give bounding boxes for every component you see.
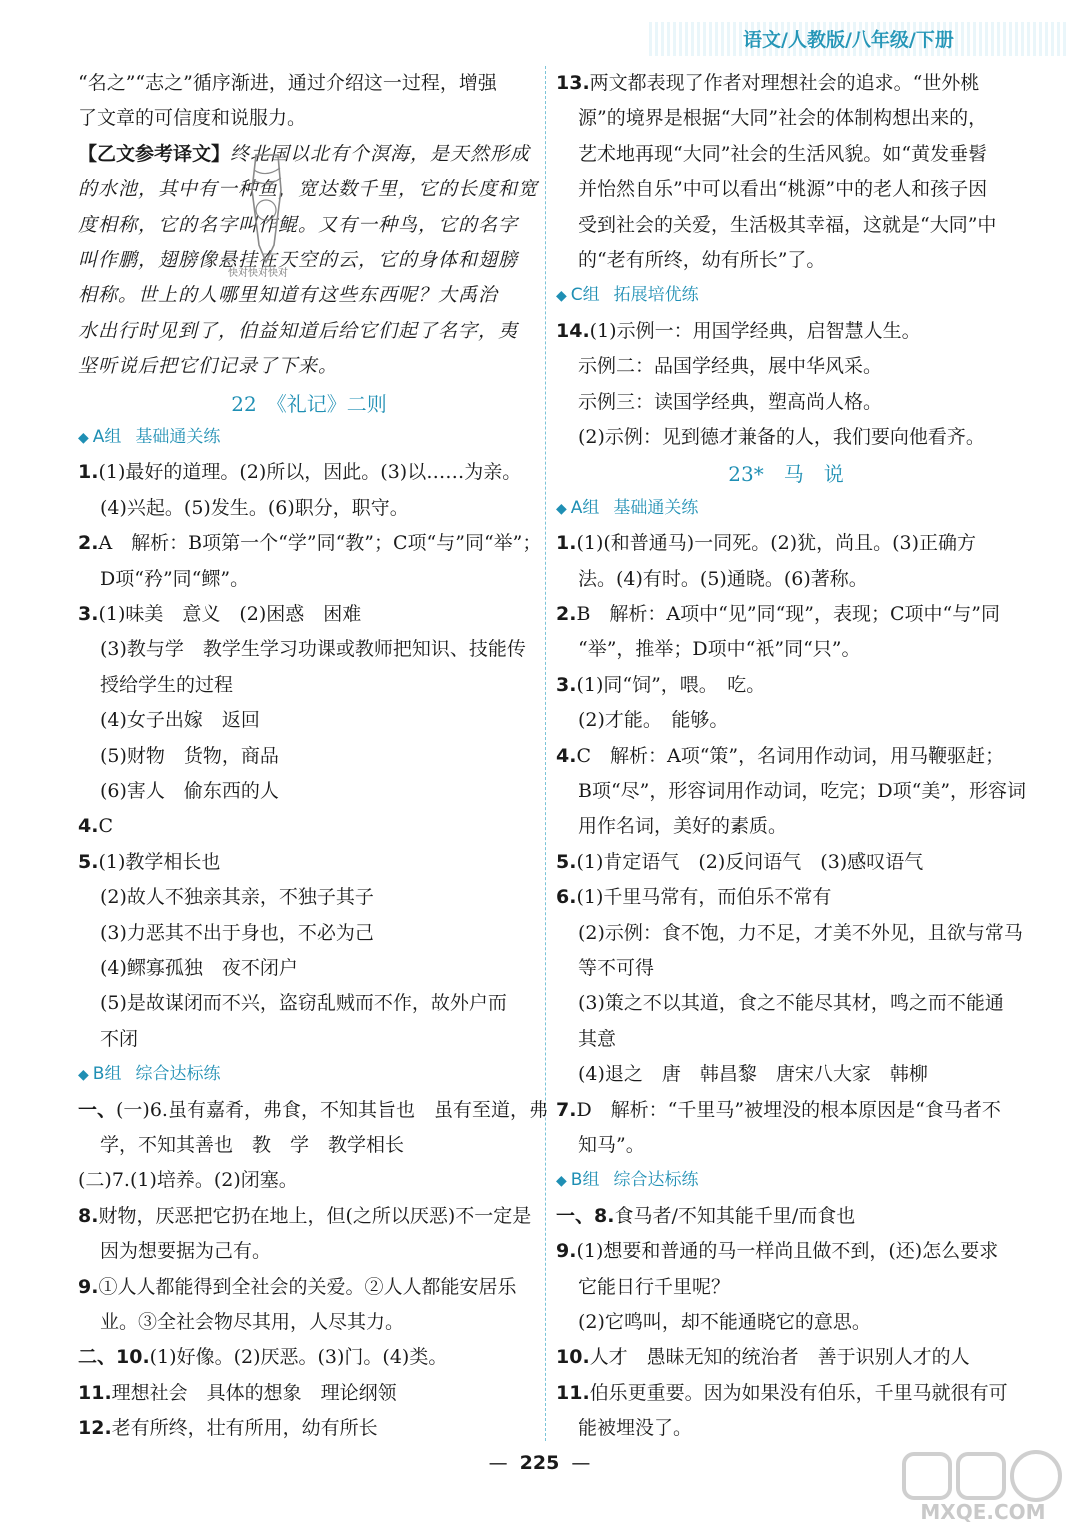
answer-line — [578, 1061, 928, 1087]
answer-text: 示例二：品国学经典，展中华风采。 — [578, 355, 883, 378]
question-number: 4. — [556, 744, 577, 767]
answer-text: 食马者/不知其能千里/而食也 — [614, 1204, 856, 1227]
answer-text: 理想社会 具体的想象 理论纲领 — [111, 1381, 397, 1404]
answer-text: 业。③全社会物尽其用，人尽其力。 — [100, 1311, 405, 1333]
answer-line — [556, 70, 979, 96]
question-number: 2. — [78, 532, 99, 555]
answer-line — [556, 1344, 970, 1370]
page-dash-right: — — [571, 1452, 591, 1474]
answer-text: (4)兴起。(5)发生。(6)职分，职守。 — [100, 496, 409, 519]
answer-line — [578, 1026, 616, 1052]
answer-text: (2)它鸣叫，却不能通晓它的意思。 — [578, 1311, 871, 1333]
answer-line — [578, 778, 1026, 804]
answer-line — [578, 141, 987, 167]
header-title: 语文/人教版/八年级/下册 — [743, 29, 954, 51]
answer-line — [578, 707, 728, 733]
answer-line — [78, 1380, 397, 1406]
answer-text: (1)示例一：用国学经典，启智慧人生。 — [589, 319, 921, 342]
answer-line — [78, 1415, 378, 1441]
answer-text: (1)味美 意义 (2)困惑 困难 — [98, 603, 362, 625]
answer-line — [578, 105, 987, 131]
answer-line — [578, 955, 654, 981]
running-header — [649, 22, 1069, 56]
watermark-logo — [898, 1448, 1068, 1528]
answer-text: D 解析：“千里马”被埋没的根本原因是“食马者不 — [576, 1098, 1001, 1121]
group-title: 综合达标练 — [135, 1064, 221, 1085]
answer-text: 坚听说后把它们记录了下来。 — [78, 355, 339, 378]
answer-line — [556, 743, 1004, 769]
answer-line — [578, 636, 861, 662]
question-number: 二、10. — [78, 1346, 150, 1369]
answer-text: D项“矜”同“鳏”。 — [100, 567, 250, 590]
answer-text: 了文章的可信度和说服力。 — [78, 107, 307, 130]
group-heading — [78, 1061, 220, 1088]
answer-line — [578, 424, 985, 450]
answer-text: (4)退之 唐 韩昌黎 唐宋八大家 韩柳 — [578, 1063, 928, 1086]
answer-line — [78, 601, 361, 627]
answer-text: (5)是故谋闭而不兴，盗窃乱贼而不作，故外户而 — [100, 992, 507, 1015]
section-title: 23* 马 说 — [728, 462, 844, 487]
answer-text: C — [98, 815, 113, 838]
answer-text: (5)财物 货物，商品 — [100, 744, 279, 767]
group-name: A组 — [570, 497, 600, 518]
answer-line — [100, 990, 507, 1016]
answer-line — [78, 530, 541, 556]
answer-text: (2)示例：见到德才兼备的人，我们要向他看齐。 — [578, 426, 985, 448]
page-number-value: 225 — [519, 1452, 560, 1474]
answer-text: 等不可得 — [578, 957, 655, 979]
answer-line — [556, 1238, 998, 1264]
pen-stamp-icon — [226, 150, 306, 280]
answer-text: 不闭 — [100, 1027, 139, 1050]
section-title: 22 《礼记》二则 — [231, 391, 387, 416]
answer-line — [556, 1380, 1008, 1406]
group-heading — [556, 495, 698, 522]
answer-text: ①人人都能得到全社会的关爱。②人人都能安居乐 — [98, 1275, 517, 1298]
answer-line — [100, 1026, 138, 1052]
question-number: 11. — [556, 1381, 590, 1404]
answer-text: 法。(4)有时。(5)通晓。(6)著称。 — [578, 567, 868, 590]
group-name: A组 — [92, 427, 122, 447]
answer-text: 伯乐更重要。因为如果没有伯乐，千里马就很有可 — [589, 1381, 1008, 1404]
answer-line — [100, 672, 233, 698]
diamond-icon: ◆ — [556, 1173, 567, 1190]
page-dash-left: — — [488, 1452, 508, 1474]
group-name: B组 — [92, 1064, 122, 1085]
answer-line — [78, 813, 113, 839]
answer-text: 艺术地再现“大同”社会的生活风貌。如“黄发垂髫 — [578, 142, 988, 165]
answer-text: 源”的境界是根据“大同”社会的体制构想出来的， — [578, 107, 988, 130]
question-number: 【乙文参考译文】 — [78, 142, 231, 165]
question-number: 14. — [556, 319, 590, 342]
answer-text: 的水池，其中有一种鱼，宽达数千里，它的长度和宽 — [78, 178, 539, 201]
answer-line — [100, 920, 374, 946]
question-number: 一、8. — [556, 1204, 615, 1227]
answer-text: (4)女子出嫁 返回 — [100, 709, 260, 732]
answer-line — [556, 530, 976, 556]
answer-line — [578, 1274, 730, 1300]
answer-line — [578, 389, 882, 415]
group-heading — [556, 1167, 698, 1194]
answer-line — [78, 1344, 447, 1370]
answer-text: (1)同“饲”，喂。 吃。 — [576, 673, 766, 696]
answer-line — [556, 601, 1000, 627]
group-title: 基础通关练 — [135, 427, 221, 447]
answer-line — [578, 1309, 871, 1335]
answer-text: (1)教学相长也 — [98, 850, 221, 873]
answer-text: 相称。世上的人哪里知道有这些东西呢？大禹治 — [78, 284, 499, 307]
answer-text: (1)好像。(2)厌恶。(3)门。(4)类。 — [149, 1346, 448, 1369]
question-number: 3. — [78, 603, 99, 625]
answer-text: B项“尽”，形容词用作动词，吃完；D项“美”，形容词 — [578, 780, 1027, 802]
answer-text: (6)害人 偷东西的人 — [100, 780, 279, 802]
group-heading — [556, 282, 699, 309]
watermark-text: MXQE.COM — [920, 1500, 1046, 1524]
answer-line — [78, 282, 498, 308]
question-number: 11. — [78, 1381, 112, 1404]
answer-line — [100, 636, 526, 662]
answer-line — [578, 1132, 645, 1158]
answer-text: (二)7.(1)培养。(2)闭塞。 — [78, 1169, 298, 1192]
answer-text: B 解析：A项中“见”同“现”，表现；C项中“与”同 — [576, 603, 1000, 625]
answer-line — [100, 955, 298, 981]
answer-text: “举”，推举；D项中“祇”同“只”。 — [578, 638, 861, 661]
answer-text: 它能日行千里呢？ — [578, 1275, 731, 1298]
answer-line — [100, 566, 249, 592]
answer-line — [556, 884, 831, 910]
group-name: B组 — [570, 1170, 600, 1191]
question-number: 1. — [556, 532, 577, 555]
answer-text: 因为想要据为己有。 — [100, 1240, 272, 1263]
answer-line — [78, 849, 220, 875]
answer-line — [78, 1097, 548, 1123]
diamond-icon: ◆ — [78, 1067, 89, 1084]
answer-line — [78, 459, 521, 485]
diamond-icon: ◆ — [78, 430, 89, 446]
answer-line — [78, 105, 306, 131]
answer-text: 用作名词，美好的素质。 — [578, 815, 788, 838]
watermark-badge-icon — [898, 1448, 1068, 1503]
answer-text: A 解析：B项第一个“学”同“教”；C项“与”同“举”； — [98, 532, 542, 555]
answer-text: 的“老有所终，幼有所长”了。 — [578, 249, 826, 271]
answer-line — [100, 743, 279, 769]
question-number: 5. — [78, 850, 99, 873]
answer-line — [556, 1203, 855, 1229]
answer-line — [556, 672, 765, 698]
answer-text: (1)想要和普通的马一样尚且做不到，(还)怎么要求 — [576, 1240, 999, 1263]
answer-text: 水出行时见到了，伯益知道后给它们起了名字，夷 — [78, 319, 519, 342]
answer-text: 示例三：读国学经典，塑高尚人格。 — [578, 390, 883, 413]
question-number: 7. — [556, 1098, 577, 1121]
question-number: 1. — [78, 461, 99, 484]
answer-line — [78, 318, 518, 344]
answer-text: (1)千里马常有，而伯乐不常有 — [576, 886, 832, 909]
answer-text: 授给学生的过程 — [100, 673, 234, 696]
answer-line — [578, 566, 868, 592]
answer-text: (4)鳏寡孤独 夜不闭户 — [100, 957, 298, 979]
answer-text: (一)6.虽有嘉肴，弗食，不知其旨也 虽有至道，弗 — [116, 1098, 548, 1121]
answer-text: 知马”。 — [578, 1134, 645, 1156]
answer-line — [78, 176, 538, 202]
question-number: 8. — [78, 1204, 99, 1227]
answer-line — [556, 318, 921, 344]
answer-text: (3)力恶其不出于身也，不必为己 — [100, 921, 374, 944]
group-heading — [78, 424, 220, 451]
answer-text: 能被埋没了。 — [578, 1417, 693, 1440]
answer-text: 终北国以北有个溟海，是天然形成 — [230, 142, 531, 165]
answer-text: 并怡然自乐”中可以看出“桃源”中的老人和孩子因 — [578, 178, 988, 201]
question-number: 10. — [556, 1346, 590, 1369]
answer-line — [556, 1097, 1001, 1123]
answer-line — [78, 1167, 298, 1193]
answer-line — [78, 1203, 531, 1229]
answer-text: 度相称，它的名字叫作鲲。又有一种鸟，它的名字 — [78, 213, 519, 236]
answer-text: (2)故人不独亲其亲，不独子其子 — [100, 886, 374, 909]
answer-line — [578, 176, 987, 202]
answer-line — [578, 920, 1023, 946]
question-number: 6. — [556, 886, 577, 909]
answer-text: 其意 — [578, 1027, 617, 1050]
answer-text: (3)策之不以其道，食之不能尽其材，鸣之而不能通 — [578, 992, 1004, 1015]
question-number: 13. — [556, 72, 590, 94]
group-title: 基础通关练 — [613, 497, 699, 518]
answer-line — [578, 813, 787, 839]
diamond-icon: ◆ — [556, 500, 567, 517]
answer-text: “名之”“志之”循序渐进，通过介绍这一过程，增强 — [78, 72, 497, 94]
answer-text: 两文都表现了作者对理想社会的追求。“世外桃 — [589, 72, 980, 94]
question-number: 5. — [556, 850, 577, 873]
answer-line — [100, 707, 260, 733]
group-title: 拓展培优练 — [613, 285, 699, 306]
answer-line — [100, 778, 279, 804]
question-number: 一、 — [78, 1098, 117, 1121]
stamp-text: 快对快对快对 — [228, 268, 288, 279]
answer-text: 人才 愚昧无知的统治者 善于识别人才的人 — [589, 1346, 970, 1369]
answer-text: (3)教与学 教学生学习功课或教师把知识、技能传 — [100, 638, 526, 661]
answer-line — [100, 1238, 271, 1264]
answer-text: 财物，厌恶把它扔在地上，但(之所以厌恶)不一定是 — [98, 1204, 532, 1227]
answer-line — [578, 247, 825, 273]
answer-line — [578, 353, 882, 379]
group-title: 综合达标练 — [613, 1170, 699, 1191]
answer-line — [78, 353, 338, 379]
answer-text: 学，不知其善也 教 学 教学相长 — [100, 1134, 405, 1156]
question-number: 9. — [556, 1240, 577, 1263]
answer-text: 受到社会的关爱，生活极其幸福，这就是“大同”中 — [578, 213, 997, 236]
question-number: 3. — [556, 673, 577, 696]
column-divider — [545, 66, 546, 1441]
answer-line — [100, 495, 409, 521]
answer-text: (1)最好的道理。(2)所以，因此。(3)以……为亲。 — [98, 461, 522, 484]
answer-text: (1)(和普通马)一同死。(2)犹，尚且。(3)正确方 — [576, 532, 977, 555]
question-number: 4. — [78, 815, 99, 838]
answer-text: (2)示例：食不饱，力不足，才美不外见，且欲与常马 — [578, 921, 1023, 944]
answer-text: C 解析：A项“策”，名词用作动词，用马鞭驱赶； — [576, 744, 1005, 767]
answer-text: (1)肯定语气 (2)反问语气 (3)感叹语气 — [576, 850, 924, 873]
answer-line — [578, 990, 1004, 1016]
answer-line — [78, 1274, 516, 1300]
answer-line — [100, 1132, 404, 1158]
question-number: 12. — [78, 1417, 112, 1440]
answer-line — [578, 212, 996, 238]
answer-text: (2)才能。 能够。 — [578, 709, 729, 732]
group-name: C组 — [570, 285, 600, 306]
answer-line — [100, 884, 374, 910]
answer-line — [578, 1415, 692, 1441]
question-number: 2. — [556, 603, 577, 625]
answer-text: 老有所终，壮有所用，幼有所长 — [111, 1417, 378, 1440]
answer-line — [78, 70, 497, 96]
diamond-icon: ◆ — [556, 288, 567, 305]
question-number: 9. — [78, 1275, 99, 1298]
answer-line — [556, 849, 923, 875]
answer-text: 叫作鹏，翅膀像悬挂在天空的云，它的身体和翅膀 — [78, 249, 519, 271]
answer-line — [100, 1309, 404, 1335]
